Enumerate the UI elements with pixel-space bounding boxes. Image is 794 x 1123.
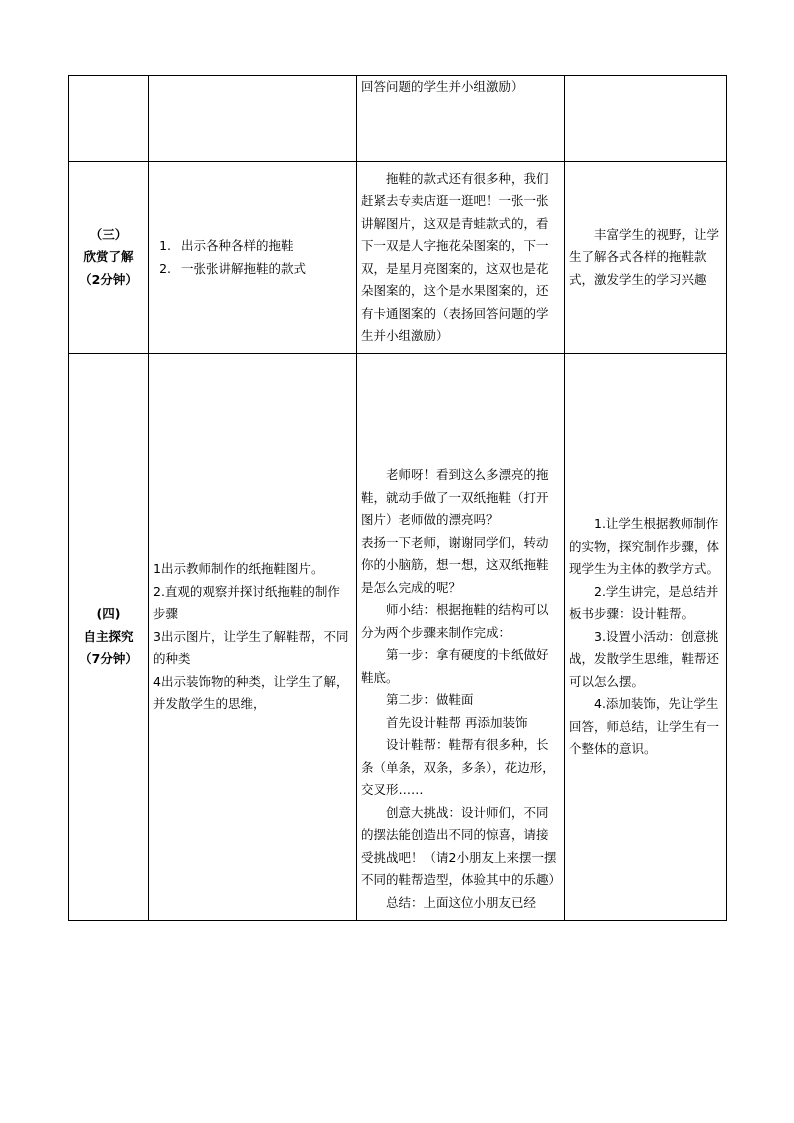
teacher-activity-cell <box>149 162 357 354</box>
content-cell <box>357 354 565 921</box>
teacher-activity-cell <box>149 354 357 921</box>
content-paragraph: 老师呀！看到这么多漂亮的拖鞋，就动手做了一双纸拖鞋（打开图片）老师做的漂亮吗？ <box>361 467 549 527</box>
content-cell <box>357 162 565 354</box>
purpose-cell <box>565 76 727 162</box>
content-paragraph: 设计鞋帮：鞋帮有很多种，长条（单条，双条，多条），花边形，交叉形…… <box>361 737 555 797</box>
purpose-paragraph: 1.让学生根据教师制作的实物，探究制作步骤，体现学生为主体的教学方式。 <box>569 516 720 577</box>
list-item: 3出示图片，让学生了解鞋帮，不同的种类 <box>153 628 349 667</box>
table-row <box>69 354 727 921</box>
purpose-paragraph: 4.添加装饰，先让学生回答，师总结，让学生有一个整体的意识。 <box>569 696 720 757</box>
list-item: 1出示教师制作的纸拖鞋图片。 <box>153 561 324 577</box>
content-paragraph: 第一步：拿有硬度的卡纸做好鞋底。 <box>361 647 549 685</box>
content-text: 拖鞋的款式还有很多种，我们赶紧去专卖店逛一逛吧！一张一张讲解图片，这双是青蛙款式的，看下一双是人字拖花朵图案的，下一双，是星月亮图案的，这双也是花朵图案的，这个是水果图案的，还有卡通图案的（表扬回答问题的学生并小组激励） <box>361 170 549 343</box>
table-row <box>69 162 727 354</box>
list-item: 1. 出示各种各样的拖鞋 <box>175 235 352 258</box>
purpose-paragraph: 2.学生讲完，是总结并板书步骤：设计鞋帮。 <box>569 583 719 622</box>
purpose-text: 丰富学生的视野，让学生了解各式各样的拖鞋款式，激发学生的学习兴趣 <box>569 226 720 287</box>
content-paragraph: 表扬一下老师，谢谢同学们，转动你的小脑筋，想一想，这双纸拖鞋是怎么完成的呢？ <box>361 534 549 595</box>
stage-cell <box>69 76 149 162</box>
stage-cell <box>69 162 149 354</box>
content-paragraph: 师小结：根据拖鞋的结构可以分为两个步骤来制作完成： <box>361 602 549 640</box>
purpose-paragraph: 3.设置小活动：创意挑战，发散学生思维，鞋帮还可以怎么摆。 <box>569 628 720 689</box>
stage-name: 欣赏了解 <box>83 249 134 265</box>
stage-time: （2分钟） <box>79 271 138 287</box>
table-row <box>69 76 727 162</box>
content-cell <box>357 76 565 162</box>
content-paragraph: 创意大挑战：设计师们，不同的摆法能创造出不同的惊喜，请接受挑战吧！（请2小朋友上来摆一摆不同的鞋帮造型，体验其中的乐趣） <box>361 804 562 887</box>
list-item: 2.直观的观察并探讨纸拖鞋的制作步骤 <box>153 583 340 622</box>
teacher-activity-cell <box>149 76 357 162</box>
stage-cell <box>69 354 149 921</box>
purpose-cell <box>565 162 727 354</box>
content-text: 回答问题的学生并小组激励） <box>361 79 524 94</box>
content-paragraph: 第二步：做鞋面 <box>386 692 474 707</box>
purpose-cell <box>565 354 727 921</box>
stage-number: (四) <box>96 606 121 622</box>
stage-name: 自主探究 <box>83 628 134 644</box>
list-item: 2. 一张张讲解拖鞋的款式 <box>175 258 352 281</box>
list-item: 4出示装饰物的种类，让学生了解，并发散学生的思维， <box>153 673 349 712</box>
teacher-activity-list <box>153 235 352 280</box>
stage-time: （7分钟） <box>79 651 138 667</box>
lesson-plan-table <box>68 75 727 921</box>
stage-number: （三） <box>89 226 128 242</box>
content-paragraph: 总结：上面这位小朋友已经 <box>386 894 537 910</box>
content-paragraph: 首先设计鞋帮 再添加装饰 <box>386 714 528 730</box>
